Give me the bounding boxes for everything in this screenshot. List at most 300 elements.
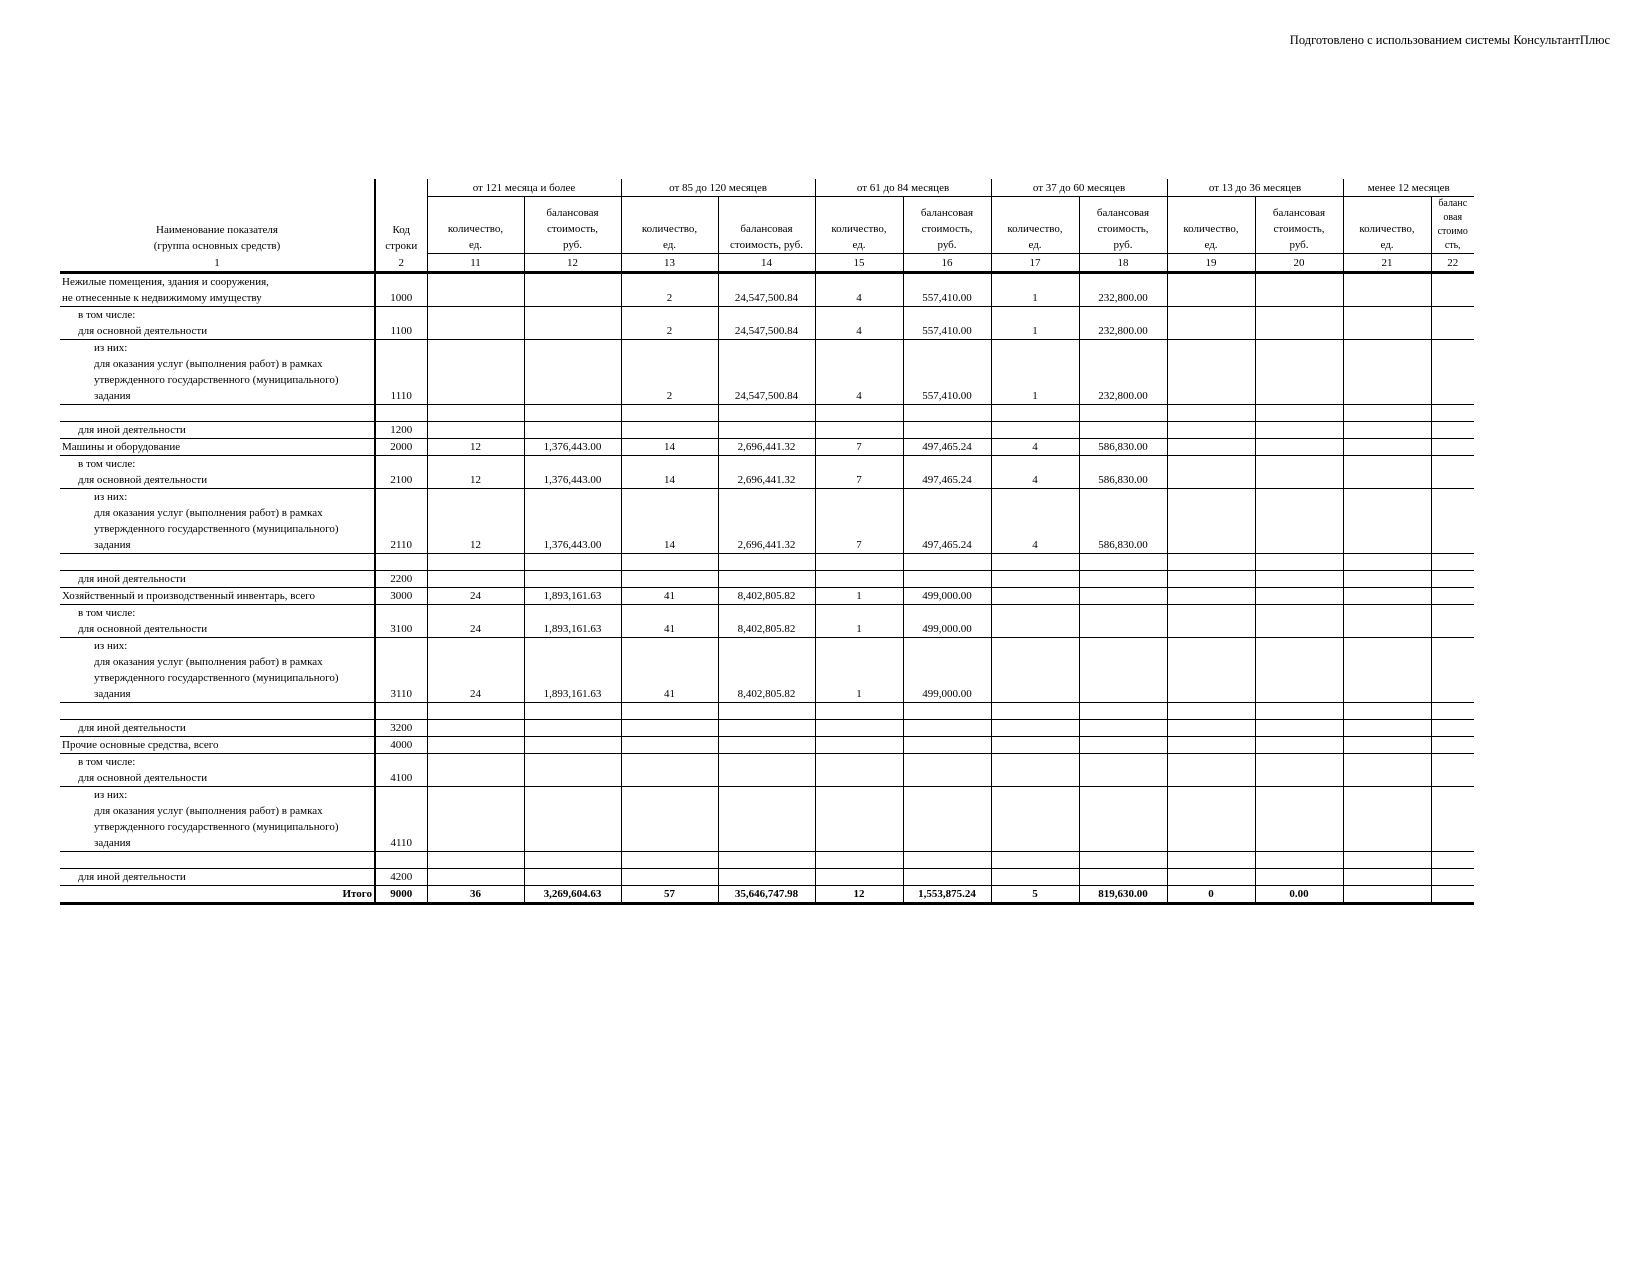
row-value	[524, 307, 621, 340]
table-row	[60, 720, 1474, 737]
row-value	[1255, 852, 1343, 869]
row-name	[60, 340, 375, 405]
row-value: 4	[991, 439, 1079, 456]
row-value	[1255, 273, 1343, 307]
row-value	[427, 307, 524, 340]
header-value-line: руб.	[562, 239, 583, 251]
row-value	[991, 703, 1079, 720]
row-value	[427, 754, 524, 787]
header-qty-line: количество,	[1359, 223, 1415, 235]
header-qty-line: количество,	[641, 223, 698, 235]
row-value	[1255, 737, 1343, 754]
row-value	[991, 422, 1079, 439]
table-row	[60, 340, 1474, 405]
row-value: 4	[991, 489, 1079, 554]
row-name-line: из них:	[94, 640, 128, 652]
row-name-line: для оказания услуг (выполнения работ) в рамках	[94, 507, 323, 519]
row-value: 1,376,443.00	[524, 489, 621, 554]
row-value	[621, 754, 718, 787]
row-name	[60, 754, 375, 787]
header-group: от 121 месяца и более	[427, 179, 621, 197]
row-name	[60, 456, 375, 489]
row-value: 1	[815, 638, 903, 703]
row-value	[1343, 852, 1431, 869]
row-value: 2	[621, 340, 718, 405]
row-value	[1343, 456, 1431, 489]
row-value	[1343, 340, 1431, 405]
column-number: 21	[1343, 254, 1431, 273]
header-qty	[621, 197, 718, 254]
row-name-line: для оказания услуг (выполнения работ) в рамках	[94, 805, 323, 817]
header-name	[60, 179, 375, 254]
row-value	[1343, 588, 1431, 605]
total-row	[60, 886, 1474, 904]
row-value: 41	[621, 605, 718, 638]
row-value	[718, 869, 815, 886]
row-value: 1	[815, 605, 903, 638]
row-value	[1079, 422, 1167, 439]
column-number: 1	[60, 254, 375, 273]
row-value	[1167, 754, 1255, 787]
row-value: 2	[621, 307, 718, 340]
row-value: 586,830.00	[1079, 456, 1167, 489]
total-value	[1343, 886, 1431, 904]
row-value: 12	[427, 456, 524, 489]
header-value	[903, 197, 991, 254]
row-code	[375, 703, 427, 720]
row-value	[524, 720, 621, 737]
row-value: 1,376,443.00	[524, 456, 621, 489]
row-code: 1000	[375, 273, 427, 307]
row-value	[1079, 852, 1167, 869]
row-value	[1343, 605, 1431, 638]
row-value	[524, 852, 621, 869]
row-value	[1431, 787, 1474, 852]
row-name-line: утвержденного государственного (муниципального)	[94, 672, 339, 684]
row-value	[524, 737, 621, 754]
total-value: 57	[621, 886, 718, 904]
header-qty-line: количество,	[831, 223, 887, 235]
row-name	[60, 787, 375, 852]
row-value	[427, 852, 524, 869]
row-value: 2	[621, 273, 718, 307]
total-value	[1431, 886, 1474, 904]
header-qty	[991, 197, 1079, 254]
row-value	[1167, 869, 1255, 886]
row-value: 499,000.00	[903, 638, 991, 703]
row-value: 4	[815, 340, 903, 405]
row-value	[1167, 489, 1255, 554]
table-row	[60, 754, 1474, 787]
row-code: 3000	[375, 588, 427, 605]
row-value	[621, 422, 718, 439]
row-value	[1079, 754, 1167, 787]
row-value	[1167, 787, 1255, 852]
row-value	[524, 703, 621, 720]
row-value: 1,376,443.00	[524, 439, 621, 456]
row-name-line: для иной деятельности	[78, 573, 186, 585]
row-value	[427, 405, 524, 422]
row-value	[1343, 405, 1431, 422]
row-value	[1431, 307, 1474, 340]
assets-table	[60, 179, 1474, 905]
column-number: 13	[621, 254, 718, 273]
header-qty	[1167, 197, 1255, 254]
header-qty-line: ед.	[468, 239, 483, 251]
row-name	[60, 405, 375, 422]
row-code: 1110	[375, 340, 427, 405]
row-value	[1167, 703, 1255, 720]
row-value	[1255, 605, 1343, 638]
row-value	[1255, 307, 1343, 340]
row-name	[60, 439, 375, 456]
total-code: 9000	[375, 886, 427, 904]
header-value	[1255, 197, 1343, 254]
row-value: 24,547,500.84	[718, 307, 815, 340]
row-value: 2,696,441.32	[718, 439, 815, 456]
row-value: 41	[621, 638, 718, 703]
header-value-line: сть,	[1444, 240, 1461, 251]
table-row	[60, 588, 1474, 605]
total-value: 36	[427, 886, 524, 904]
row-value	[621, 852, 718, 869]
header-value-line: стоимость, руб.	[730, 239, 803, 251]
row-code: 4200	[375, 869, 427, 886]
row-name	[60, 422, 375, 439]
row-value	[1255, 439, 1343, 456]
row-name-line: для основной деятельности	[78, 772, 208, 784]
header-value	[524, 197, 621, 254]
row-value: 586,830.00	[1079, 489, 1167, 554]
row-value: 8,402,805.82	[718, 638, 815, 703]
row-value	[1079, 703, 1167, 720]
header-value-line: баланс	[1438, 198, 1468, 209]
row-code: 1100	[375, 307, 427, 340]
row-value	[903, 869, 991, 886]
header-group: от 61 до 84 месяцев	[815, 179, 991, 197]
row-value: 24,547,500.84	[718, 340, 815, 405]
row-value	[1079, 638, 1167, 703]
row-value	[1255, 588, 1343, 605]
table-row	[60, 571, 1474, 588]
row-value	[1255, 638, 1343, 703]
row-value	[1343, 754, 1431, 787]
row-value	[815, 787, 903, 852]
row-value	[524, 554, 621, 571]
row-value	[1255, 489, 1343, 554]
row-value: 24	[427, 605, 524, 638]
row-value	[1343, 307, 1431, 340]
row-name-line: утвержденного государственного (муниципального)	[94, 523, 339, 535]
row-value	[1079, 787, 1167, 852]
header-value-line: овая	[1443, 212, 1463, 223]
header-qty-line: ед.	[1204, 239, 1218, 251]
table-row	[60, 737, 1474, 754]
table-row	[60, 852, 1474, 869]
row-name-line: в том числе:	[78, 458, 136, 470]
row-value	[1167, 720, 1255, 737]
header-qty	[427, 197, 524, 254]
row-value	[718, 554, 815, 571]
row-value	[1431, 571, 1474, 588]
row-value	[815, 571, 903, 588]
row-name-line: для иной деятельности	[78, 722, 186, 734]
table-row	[60, 869, 1474, 886]
row-value: 1,893,161.63	[524, 605, 621, 638]
total-value: 1,553,875.24	[903, 886, 991, 904]
row-value	[903, 852, 991, 869]
row-value	[427, 571, 524, 588]
row-value	[621, 405, 718, 422]
table-row	[60, 307, 1474, 340]
row-value	[1343, 489, 1431, 554]
row-name	[60, 852, 375, 869]
row-name	[60, 638, 375, 703]
table-row	[60, 787, 1474, 852]
row-value	[1079, 720, 1167, 737]
table-row	[60, 605, 1474, 638]
row-value: 1,893,161.63	[524, 588, 621, 605]
row-name	[60, 273, 375, 307]
row-code	[375, 554, 427, 571]
row-value	[718, 405, 815, 422]
row-code: 3200	[375, 720, 427, 737]
row-name-line: для оказания услуг (выполнения работ) в рамках	[94, 656, 323, 668]
row-value	[991, 787, 1079, 852]
row-value	[1167, 456, 1255, 489]
table-row	[60, 703, 1474, 720]
row-value: 497,465.24	[903, 439, 991, 456]
row-value: 232,800.00	[1079, 273, 1167, 307]
header-qty-line: количество,	[1183, 223, 1239, 235]
row-name-line: из них:	[94, 491, 128, 503]
row-value	[1079, 405, 1167, 422]
row-name-line: для основной деятельности	[78, 623, 208, 635]
row-value	[1255, 405, 1343, 422]
row-name-line: в том числе:	[78, 309, 136, 321]
header-qty-line: ед.	[852, 239, 866, 251]
row-value	[1431, 638, 1474, 703]
header-group: менее 12 месяцев	[1343, 179, 1474, 197]
row-value	[1255, 456, 1343, 489]
row-value	[1255, 703, 1343, 720]
row-value	[903, 422, 991, 439]
row-value: 1	[815, 588, 903, 605]
row-value	[621, 571, 718, 588]
row-value	[1431, 852, 1474, 869]
row-value	[524, 571, 621, 588]
row-value: 4	[815, 273, 903, 307]
total-value: 35,646,747.98	[718, 886, 815, 904]
row-value	[524, 273, 621, 307]
row-name-line: Нежилые помещения, здания и сооружения,	[62, 276, 269, 288]
row-value	[621, 720, 718, 737]
row-value: 2,696,441.32	[718, 489, 815, 554]
row-value: 232,800.00	[1079, 340, 1167, 405]
header-qty-line: ед.	[1380, 239, 1394, 251]
row-value	[427, 703, 524, 720]
header-code	[375, 179, 427, 254]
header-qty	[815, 197, 903, 254]
table-row	[60, 422, 1474, 439]
row-name-line: для иной деятельности	[78, 871, 186, 883]
row-value	[991, 554, 1079, 571]
row-value	[1167, 605, 1255, 638]
header-group: от 37 до 60 месяцев	[991, 179, 1167, 197]
header-value-line: стоимость,	[921, 223, 973, 235]
header-qty-line: количество,	[447, 223, 504, 235]
header-name-line: Наименование показателя	[156, 223, 278, 236]
row-value: 1	[991, 273, 1079, 307]
row-value	[1167, 273, 1255, 307]
header-value-line: стоимость,	[1097, 223, 1149, 235]
row-value	[1431, 754, 1474, 787]
row-value: 499,000.00	[903, 605, 991, 638]
row-name	[60, 720, 375, 737]
header-value-line: стоимо	[1437, 226, 1468, 237]
row-value	[1255, 720, 1343, 737]
row-code: 4100	[375, 754, 427, 787]
row-value	[1255, 340, 1343, 405]
row-value	[621, 554, 718, 571]
header-value-line: руб.	[1113, 239, 1133, 251]
header-value	[1431, 197, 1474, 254]
row-name-line: в том числе:	[78, 756, 136, 768]
row-value	[815, 720, 903, 737]
header-qty	[1343, 197, 1431, 254]
row-value	[524, 787, 621, 852]
row-value	[1431, 720, 1474, 737]
row-value	[621, 737, 718, 754]
row-name-line: для основной деятельности	[78, 325, 208, 337]
row-value	[1255, 571, 1343, 588]
row-value: 586,830.00	[1079, 439, 1167, 456]
header-qty-line: ед.	[662, 239, 677, 251]
row-value	[1431, 737, 1474, 754]
header-value	[718, 197, 815, 254]
row-value	[1343, 638, 1431, 703]
row-value: 7	[815, 439, 903, 456]
row-value	[1167, 340, 1255, 405]
total-value: 12	[815, 886, 903, 904]
table-row	[60, 439, 1474, 456]
row-value: 8,402,805.82	[718, 588, 815, 605]
row-value	[903, 787, 991, 852]
row-value	[1343, 554, 1431, 571]
table-row	[60, 489, 1474, 554]
table-row	[60, 405, 1474, 422]
row-value	[1079, 869, 1167, 886]
total-value: 0.00	[1255, 886, 1343, 904]
row-value	[991, 737, 1079, 754]
row-value	[524, 405, 621, 422]
row-value	[1255, 554, 1343, 571]
row-name-line: Прочие основные средства, всего	[62, 739, 219, 751]
row-code: 2110	[375, 489, 427, 554]
row-value	[427, 869, 524, 886]
row-code: 1200	[375, 422, 427, 439]
column-number: 11	[427, 254, 524, 273]
row-value: 1,893,161.63	[524, 638, 621, 703]
row-value	[427, 787, 524, 852]
row-name-line: утвержденного государственного (муниципального)	[94, 821, 339, 833]
row-value	[718, 754, 815, 787]
row-value: 1	[991, 340, 1079, 405]
row-value: 497,465.24	[903, 456, 991, 489]
row-value	[1167, 737, 1255, 754]
row-code: 4000	[375, 737, 427, 754]
row-code: 4110	[375, 787, 427, 852]
header-value-line: стоимость,	[1273, 223, 1325, 235]
row-name-line: утвержденного государственного (муниципального)	[94, 374, 339, 386]
row-value	[621, 869, 718, 886]
row-value	[903, 737, 991, 754]
header-value-line: руб.	[1289, 239, 1309, 251]
row-value	[718, 737, 815, 754]
row-value	[1431, 422, 1474, 439]
row-name	[60, 703, 375, 720]
row-value	[815, 554, 903, 571]
row-value	[1431, 605, 1474, 638]
row-value: 8,402,805.82	[718, 605, 815, 638]
row-value: 7	[815, 456, 903, 489]
row-value	[1431, 439, 1474, 456]
column-number: 22	[1431, 254, 1474, 273]
row-name-line: задания	[94, 688, 131, 700]
row-value	[991, 638, 1079, 703]
row-value: 557,410.00	[903, 307, 991, 340]
row-value	[1343, 869, 1431, 886]
row-code	[375, 405, 427, 422]
row-value	[1431, 456, 1474, 489]
row-name-line: Хозяйственный и производственный инвентарь, всего	[62, 590, 315, 602]
total-value: 819,630.00	[1079, 886, 1167, 904]
row-value: 1	[991, 307, 1079, 340]
row-name	[60, 737, 375, 754]
row-value	[1431, 869, 1474, 886]
row-value	[815, 852, 903, 869]
row-name-line: задания	[94, 539, 131, 551]
row-value	[1167, 307, 1255, 340]
row-value: 14	[621, 456, 718, 489]
row-value	[1255, 754, 1343, 787]
table-row	[60, 273, 1474, 307]
row-value: 4	[991, 456, 1079, 489]
header-value-line: стоимость,	[546, 223, 599, 235]
row-code: 3110	[375, 638, 427, 703]
row-name	[60, 588, 375, 605]
row-value	[1431, 703, 1474, 720]
row-value	[815, 405, 903, 422]
row-value	[524, 340, 621, 405]
row-value: 557,410.00	[903, 273, 991, 307]
row-value	[427, 273, 524, 307]
row-value	[903, 571, 991, 588]
row-value	[1343, 787, 1431, 852]
total-value: 0	[1167, 886, 1255, 904]
row-value	[1343, 571, 1431, 588]
row-value	[1431, 340, 1474, 405]
row-value	[718, 422, 815, 439]
row-value	[991, 605, 1079, 638]
row-value	[1343, 703, 1431, 720]
header-code-line: строки	[385, 239, 418, 252]
row-value	[903, 405, 991, 422]
table-row	[60, 554, 1474, 571]
row-value: 14	[621, 489, 718, 554]
row-value	[991, 588, 1079, 605]
header-group: от 13 до 36 месяцев	[1167, 179, 1343, 197]
